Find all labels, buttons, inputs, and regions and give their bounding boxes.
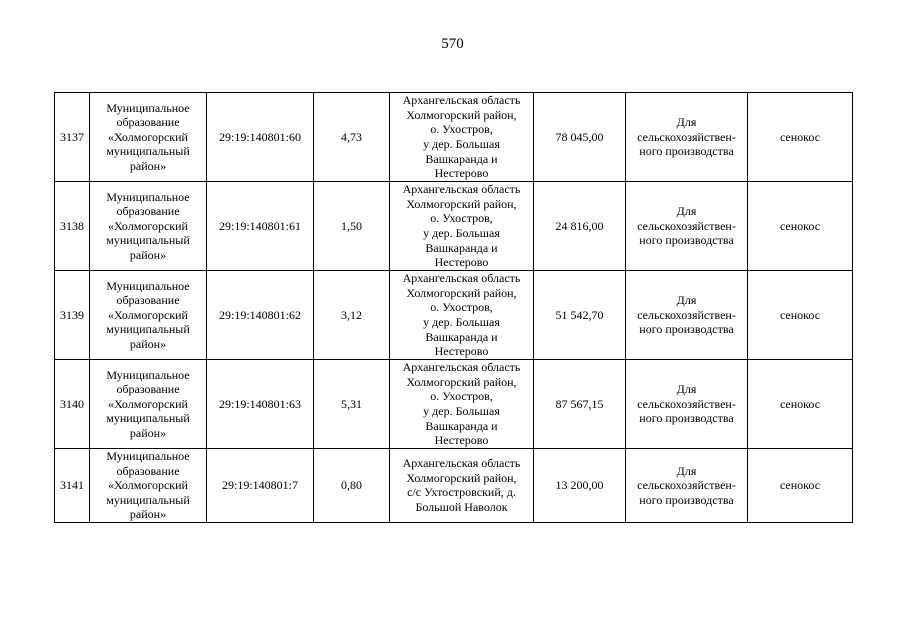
land-purpose-cell — [626, 271, 748, 360]
owner-line: район» — [129, 507, 167, 522]
owner-cell — [90, 93, 207, 182]
location-cell — [390, 182, 534, 271]
permitted-use-cell: сенокос — [748, 271, 853, 360]
cadastral-number-cell: 29:19:140801:7 — [207, 449, 314, 523]
cadastral-value-cell: 13 200,00 — [534, 449, 626, 523]
table-row — [55, 360, 853, 449]
table-row — [55, 449, 853, 523]
location-line: Вашкаранда и — [425, 329, 498, 344]
owner-line: муниципальный — [106, 233, 190, 248]
location-line: о. Ухостров, — [430, 300, 493, 315]
location-line: Архангельская область — [402, 456, 521, 471]
land-purpose-cell — [626, 360, 748, 449]
location-line: Холмогорский район, — [406, 470, 517, 485]
table-row — [55, 182, 853, 271]
location-line: Большой Наволок — [415, 500, 508, 515]
owner-line: образование — [116, 463, 180, 478]
row-number-cell: 3140 — [55, 360, 90, 449]
owner-line: муниципальный — [106, 492, 190, 507]
land-purpose-line: Для — [676, 293, 697, 308]
location-line: Вашкаранда и — [425, 418, 498, 433]
permitted-use-cell: сенокос — [748, 360, 853, 449]
table-row — [55, 271, 853, 360]
location-line: Архангельская область — [402, 93, 521, 108]
row-number-cell: 3137 — [55, 93, 90, 182]
location-line: Нестерово — [434, 433, 489, 448]
location-cell — [390, 271, 534, 360]
owner-line: «Холмогорский — [108, 129, 188, 144]
land-purpose-cell — [626, 449, 748, 523]
area-cell: 3,12 — [314, 271, 390, 360]
land-purpose-line: ного производства — [639, 411, 734, 426]
cadastral-number-cell: 29:19:140801:61 — [207, 182, 314, 271]
permitted-use-cell: сенокос — [748, 93, 853, 182]
location-line: о. Ухостров, — [430, 389, 493, 404]
location-line: у дер. Большая — [423, 226, 500, 240]
page-number: 570 — [441, 36, 464, 52]
owner-line: Муниципальное — [106, 449, 190, 463]
location-line: у дер. Большая — [423, 137, 500, 151]
owner-line: «Холмогорский — [108, 478, 188, 493]
land-purpose-line: сельскохозяйствен- — [637, 307, 736, 322]
land-plots-table — [54, 92, 853, 523]
cadastral-number-cell: 29:19:140801:62 — [207, 271, 314, 360]
owner-line: «Холмогорский — [108, 396, 188, 411]
land-purpose-line: ного производства — [639, 322, 734, 337]
location-line: о. Ухостров, — [430, 122, 493, 137]
land-purpose-line: сельскохозяйствен- — [637, 129, 736, 144]
owner-cell — [90, 182, 207, 271]
location-line: Вашкаранда и — [425, 151, 498, 166]
area-cell: 4,73 — [314, 93, 390, 182]
owner-cell — [90, 271, 207, 360]
location-line: Холмогорский район, — [406, 107, 517, 122]
owner-line: район» — [129, 425, 167, 440]
land-purpose-cell — [626, 93, 748, 182]
location-line: Архангельская область — [402, 271, 521, 286]
owner-cell — [90, 449, 207, 523]
location-line: Холмогорский район, — [406, 374, 517, 389]
owner-line: район» — [129, 247, 167, 262]
owner-line: муниципальный — [106, 411, 190, 426]
owner-line: образование — [116, 204, 180, 219]
land-purpose-line: Для — [676, 463, 697, 478]
location-line: Нестерово — [434, 255, 489, 270]
row-number-cell: 3141 — [55, 449, 90, 523]
owner-line: образование — [116, 382, 180, 397]
cadastral-value-cell: 51 542,70 — [534, 271, 626, 360]
location-line: Нестерово — [434, 344, 489, 359]
area-cell: 1,50 — [314, 182, 390, 271]
owner-line: Муниципальное — [106, 278, 190, 293]
cadastral-value-cell: 87 567,15 — [534, 360, 626, 449]
location-line: Нестерово — [434, 166, 489, 181]
land-purpose-line: ного производства — [639, 144, 734, 159]
land-purpose-line: сельскохозяйствен- — [637, 478, 736, 493]
location-line: у дер. Большая — [423, 404, 500, 418]
row-number-cell: 3138 — [55, 182, 90, 271]
owner-line: Муниципальное — [106, 189, 190, 204]
land-purpose-line: Для — [676, 204, 697, 219]
cadastral-number-cell: 29:19:140801:60 — [207, 93, 314, 182]
owner-cell — [90, 360, 207, 449]
owner-line: образование — [116, 293, 180, 308]
land-purpose-line: сельскохозяйствен- — [637, 396, 736, 411]
owner-line: муниципальный — [106, 144, 190, 159]
land-purpose-line: Для — [676, 382, 697, 397]
owner-line: район» — [129, 336, 167, 351]
permitted-use-cell: сенокос — [748, 182, 853, 271]
owner-line: муниципальный — [106, 322, 190, 337]
location-line: Холмогорский район, — [406, 285, 517, 300]
area-cell: 0,80 — [314, 449, 390, 523]
row-number-cell: 3139 — [55, 271, 90, 360]
location-line: Вашкаранда и — [425, 240, 498, 255]
location-line: Архангельская область — [402, 360, 521, 375]
land-purpose-line: Для — [676, 115, 697, 130]
location-cell — [390, 360, 534, 449]
location-cell — [390, 449, 534, 523]
land-purpose-line: ного производства — [639, 492, 734, 507]
location-line: о. Ухостров, — [430, 211, 493, 226]
owner-line: «Холмогорский — [108, 307, 188, 322]
location-line: с/с Ухтостровский, д. — [407, 485, 516, 500]
owner-line: Муниципальное — [106, 100, 190, 115]
land-purpose-line: сельскохозяйствен- — [637, 218, 736, 233]
location-line: у дер. Большая — [423, 315, 500, 329]
cadastral-value-cell: 24 816,00 — [534, 182, 626, 271]
owner-line: «Холмогорский — [108, 218, 188, 233]
owner-line: Муниципальное — [106, 367, 190, 382]
owner-line: район» — [129, 158, 167, 173]
permitted-use-cell: сенокос — [748, 449, 853, 523]
land-purpose-line: ного производства — [639, 233, 734, 248]
location-line: Архангельская область — [402, 182, 521, 197]
area-cell: 5,31 — [314, 360, 390, 449]
cadastral-number-cell: 29:19:140801:63 — [207, 360, 314, 449]
land-purpose-cell — [626, 182, 748, 271]
location-cell — [390, 93, 534, 182]
table-row — [55, 93, 853, 182]
owner-line: образование — [116, 115, 180, 130]
location-line: Холмогорский район, — [406, 196, 517, 211]
cadastral-value-cell: 78 045,00 — [534, 93, 626, 182]
